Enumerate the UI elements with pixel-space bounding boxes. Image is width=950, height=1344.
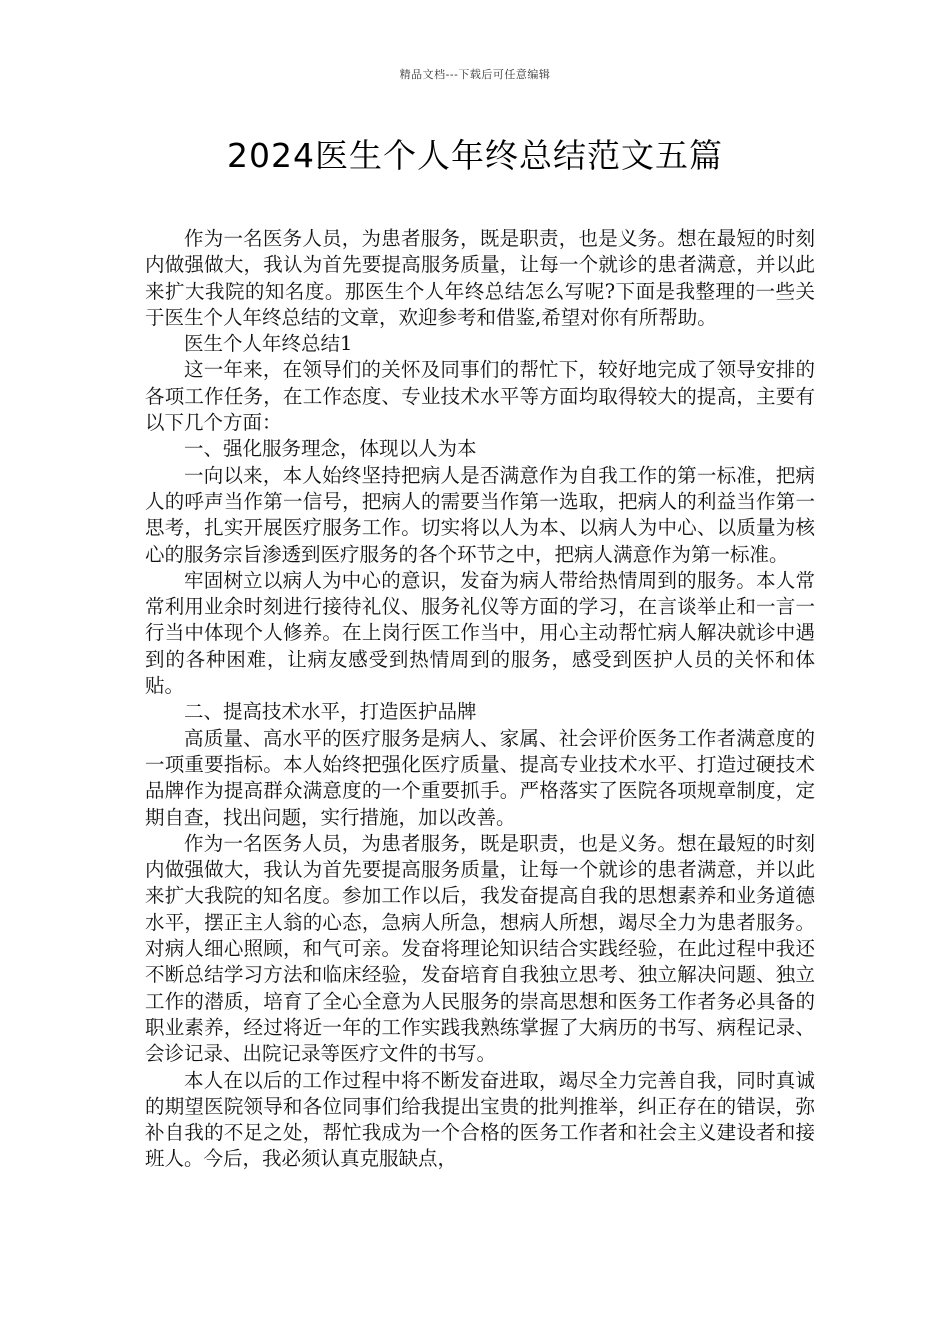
body-paragraph: 牢固树立以病人为中心的意识，发奋为病人带给热情周到的服务。本人常常利用业余时刻进行接待礼仪、服务礼仪等方面的学习，在言谈举止和一言一行当中体现个人修养。在上岗行医工作当中，用心主动帮忙病人解决就诊中遇到的各种困难，让病友感受到热情周到的服务，感受到医护人员的关怀和体贴。: [145, 568, 815, 698]
header-note: 精品文档---下载后可任意编辑: [399, 68, 551, 81]
intro-paragraph: 作为一名医务人员，为患者服务，既是职责，也是义务。想在最短的时刻内做强做大，我认为首先要提高服务质量，让每一个就诊的患者满意，并以此来扩大我院的知名度。那医生个人年终总结怎么写呢?下面是我整理的一些关于医生个人年终总结的文章，欢迎参考和借鉴,希望对你有所帮助。: [145, 227, 815, 329]
body-paragraph: 高质量、高水平的医疗服务是病人、家属、社会评价医务工作者满意度的一项重要指标。本人始终把强化医疗质量、提高专业技术水平、打造过硬技术品牌作为提高群众满意度的一个重要抓手。严格落实了医院各项规章制度，定期自查，找出问题，实行措施，加以改善。: [145, 726, 815, 829]
document-title: 2024医生个人年终总结范文五篇: [227, 136, 723, 175]
body-paragraph: 一向以来，本人始终坚持把病人是否满意作为自我工作的第一标准，把病人的呼声当作第一信号，把病人的需要当作第一选取，把病人的利益当作第一思考，扎实开展医疗服务工作。切实将以人为本、以病人为中心、以质量为核心的服务宗旨渗透到医疗服务的各个环节之中，把病人满意作为第一标准。: [145, 463, 815, 566]
body-paragraph: 这一年来，在领导们的关怀及同事们的帮忙下，较好地完成了领导安排的各项工作任务，在工作态度、专业技术水平等方面均取得较大的提高，主要有以下几个方面：: [145, 358, 815, 435]
subsection-heading-1: 一、强化服务理念，体现以人为本: [184, 437, 477, 461]
section-heading-summary-1: 医生个人年终总结1: [184, 332, 353, 356]
document-body: [145, 226, 815, 1173]
subsection-heading-2: 二、提高技术水平，打造医护品牌: [184, 700, 477, 724]
body-paragraph: 本人在以后的工作过程中将不断发奋进取，竭尽全力完善自我，同时真诚的期望医院领导和各位同事们给我提出宝贵的批判推举，纠正存在的错误，弥补自我的不足之处，帮忙我成为一个合格的医务工作者和社会主义建设者和接班人。今后，我必须认真克服缺点，: [145, 1068, 815, 1171]
body-paragraph: 作为一名医务人员，为患者服务，既是职责，也是义务。想在最短的时刻内做强做大，我认为首先要提高服务质量，让每一个就诊的患者满意，并以此来扩大我院的知名度。参加工作以后，我发奋提高自我的思想素养和业务道德水平，摆正主人翁的心态，急病人所急，想病人所想，竭尽全力为患者服务。对病人细心照顾，和气可亲。发奋将理论知识结合实践经验，在此过程中我还不断总结学习方法和临床经验，发奋培育自我独立思考、独立解决问题、独立工作的潜质，培育了全心全意为人民服务的崇高思想和医务工作者务必具备的职业素养，经过将近一年的工作实践我熟练掌握了大病历的书写、病程记录、会诊记录、出院记录等医疗文件的书写。: [145, 831, 815, 1066]
